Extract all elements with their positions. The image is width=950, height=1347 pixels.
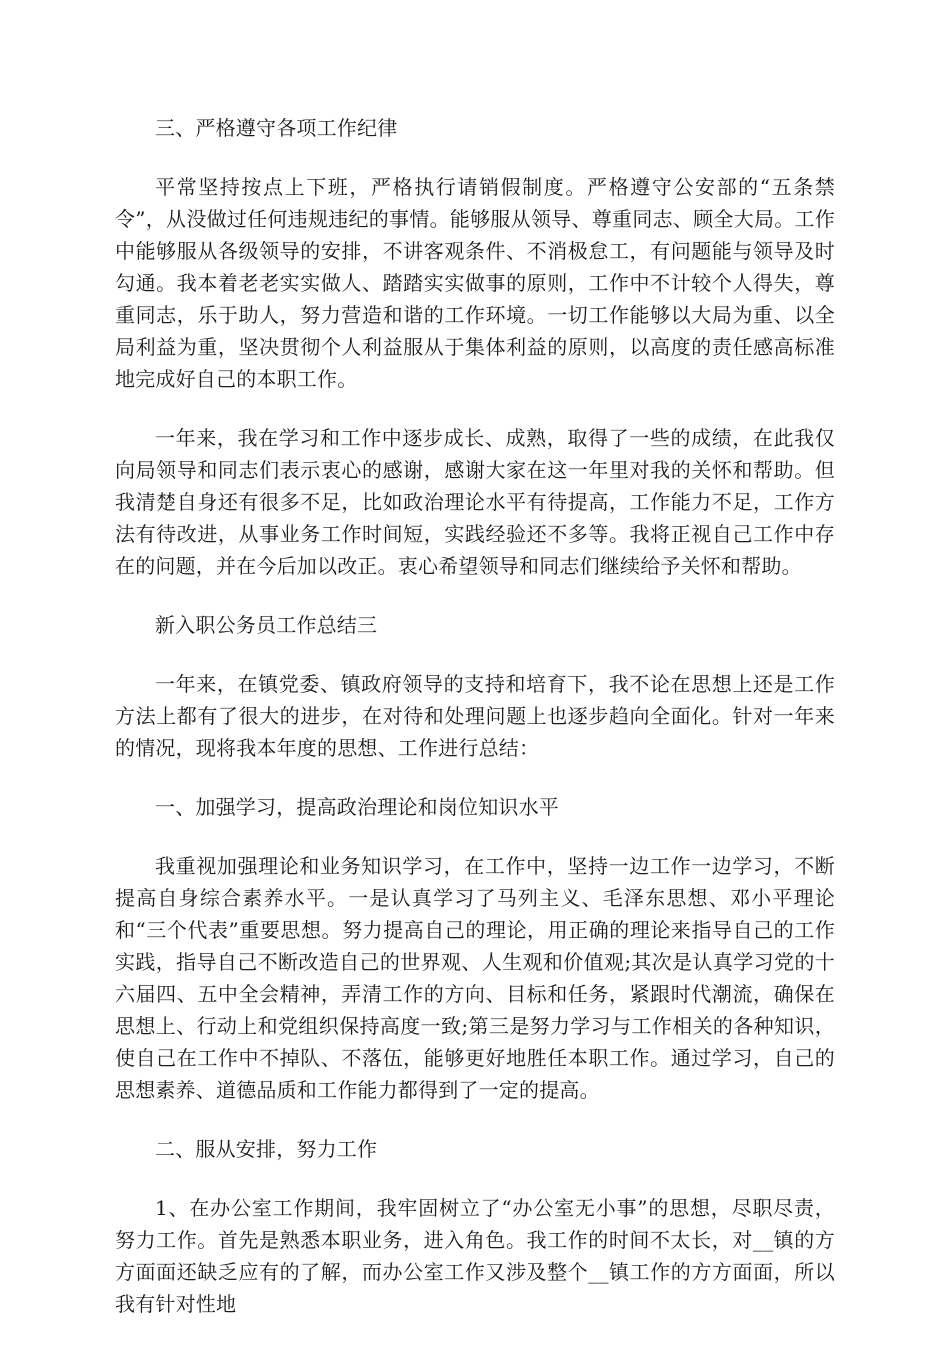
section-heading-study: 一、加强学习，提高政治理论和岗位知识水平 bbox=[155, 795, 559, 819]
section-heading-summary-three: 新入职公务员工作总结三 bbox=[155, 613, 378, 637]
section-heading-discipline: 三、严格遵守各项工作纪律 bbox=[155, 116, 398, 140]
document-body bbox=[115, 112, 835, 1347]
paragraph-office-work: 1、在办公室工作期间，我牢固树立了“办公室无小事”的思想，尽职尽责，努力工作。首先是熟悉本职业务，进入角色。我工作的时间不太长，对__镇的方方面面还缺乏应有的了解，而办公室工作又涉及整个__镇工作的方方面面，所以我有针对性地 bbox=[115, 1196, 835, 1316]
paragraph-reflection: 一年来，我在学习和工作中逐步成长、成熟，取得了一些的成绩，在此我仅向局领导和同志们表示衷心的感谢，感谢大家在这一年里对我的关怀和帮助。但我清楚自身还有很多不足，比如政治理论水平有待提高，工作能力不足，工作方法有待改进，从事业务工作时间短，实践经验还不多等。我将正视自己工作中存在的问题，并在今后加以改正。衷心希望领导和同志们继续给予关怀和帮助。 bbox=[115, 426, 835, 578]
section-heading-work: 二、服从安排，努力工作 bbox=[155, 1137, 378, 1161]
paragraph-intro: 一年来，在镇党委、镇政府领导的支持和培育下，我不论在思想上还是工作方法上都有了很大的进步，在对待和处理问题上也逐步趋向全面化。针对一年来的情况，现将我本年度的思想、工作进行总结： bbox=[115, 672, 835, 760]
paragraph-study: 我重视加强理论和业务知识学习，在工作中，坚持一边工作一边学习，不断提高自身综合素养水平。一是认真学习了马列主义、毛泽东思想、邓小平理论和“三个代表”重要思想。努力提高自己的理论，用正确的理论来指导自己的工作实践，指导自己不断改造自己的世界观、人生观和价值观;其次是认真学习党的十六届四、五中全会精神，弄清工作的方向、目标和任务，紧跟时代潮流，确保在思想上、行动上和党组织保持高度一致;第三是努力学习与工作相关的各种知识，使自己在工作中不掉队、不落伍，能够更好地胜任本职工作。通过学习，自己的思想素养、道德品质和工作能力都得到了一定的提高。 bbox=[115, 854, 835, 1102]
paragraph-discipline: 平常坚持按点上下班，严格执行请销假制度。严格遵守公安部的“五条禁令”，从没做过任何违规违纪的事情。能够服从领导、尊重同志、顾全大局。工作中能够服从各级领导的安排，不讲客观条件、不消极怠工，有问题能与领导及时勾通。我本着老老实实做人、踏踏实实做事的原则，工作中不计较个人得失，尊重同志，乐于助人，努力营造和谐的工作环境。一切工作能够以大局为重、以全局利益为重，坚决贯彻个人利益服从于集体利益的原则，以高度的责任感高标准地完成好自己的本职工作。 bbox=[115, 175, 835, 391]
